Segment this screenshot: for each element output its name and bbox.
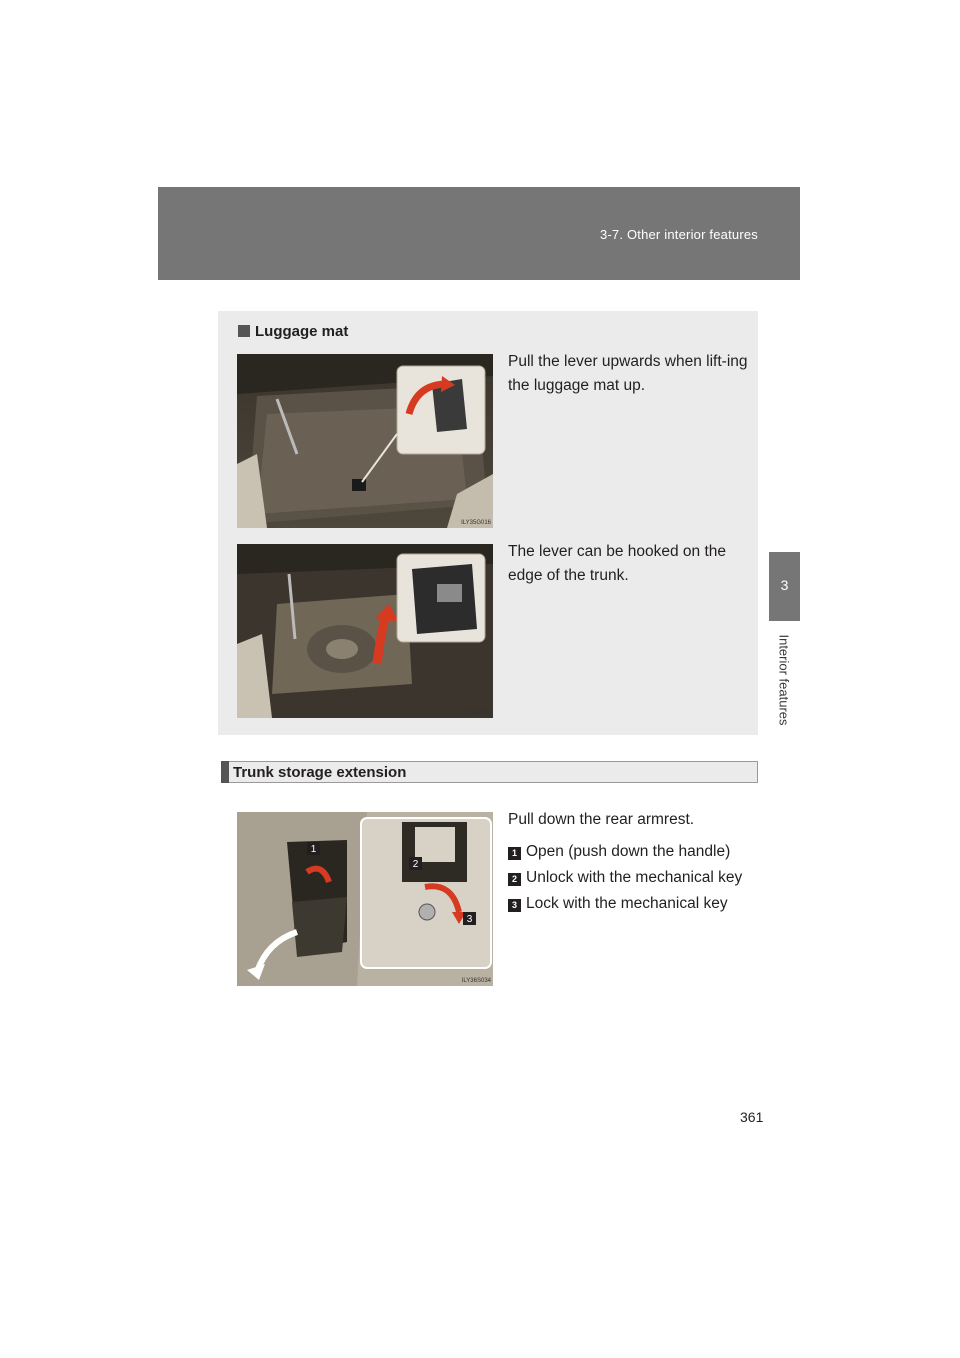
heading-bar (221, 761, 229, 783)
step-number: 1 (508, 847, 521, 860)
trunk-intro-text: Pull down the rear armrest. (508, 811, 695, 828)
svg-text:2: 2 (412, 859, 419, 870)
chapter-label: Interior features (776, 634, 792, 726)
luggage-mat-text-1: Pull the lever upwards when lift-ing the luggage mat up. (508, 353, 748, 394)
chapter-number: 3 (780, 577, 789, 593)
step-number: 2 (508, 873, 521, 886)
chapter-tab (769, 552, 800, 621)
square-bullet-icon (238, 325, 250, 337)
luggage-mat-text-2: The lever can be hooked on the edge of the trunk. (508, 543, 727, 584)
trunk-storage-heading: Trunk storage extension (221, 761, 758, 783)
image-code: ILY35G017 (461, 710, 491, 716)
lever-hooked-photo (237, 544, 493, 718)
page-number: 361 (740, 1109, 764, 1125)
step-number: 3 (508, 899, 521, 912)
section-title: 3-7. Other interior features (599, 227, 758, 242)
header-bar (158, 187, 800, 280)
svg-text:1: 1 (310, 844, 317, 855)
image-code: ILY35G016 (461, 520, 491, 526)
step-3: 3 Lock with the mechanical key (508, 894, 728, 914)
step-2: 2 Unlock with the mechanical key (508, 868, 742, 888)
image-code: ILY36S034 (461, 978, 491, 984)
rear-armrest-photo (237, 812, 493, 986)
step-1: 1 Open (push down the handle) (508, 842, 730, 862)
svg-text:3: 3 (466, 914, 473, 925)
luggage-mat-lever-photo (237, 354, 493, 528)
luggage-mat-heading: Luggage mat (238, 323, 348, 340)
